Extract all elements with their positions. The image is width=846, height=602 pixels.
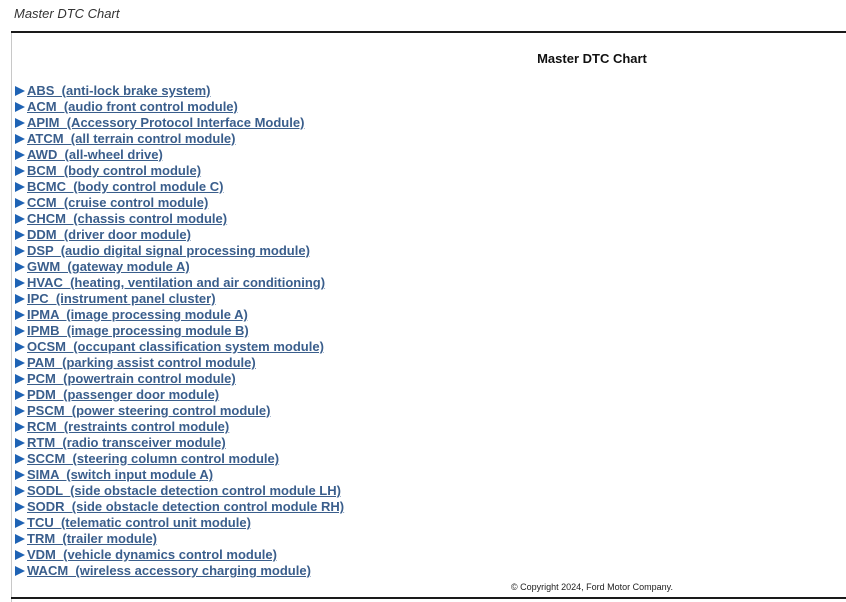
- top-divider: [11, 31, 846, 33]
- left-border: [11, 31, 12, 602]
- list-item: [15, 179, 344, 195]
- module-link-acm[interactable]: ACM (audio front control module): [27, 99, 238, 114]
- module-link-abs[interactable]: ABS (anti-lock brake system): [27, 83, 211, 98]
- arrow-right-icon: [15, 470, 25, 480]
- list-item: [15, 563, 344, 579]
- list-item: [15, 115, 344, 131]
- arrow-right-icon: [15, 518, 25, 528]
- list-item: [15, 547, 344, 563]
- module-link-sima[interactable]: SIMA (switch input module A): [27, 467, 214, 482]
- module-link-trm[interactable]: TRM (trailer module): [27, 531, 158, 546]
- module-link-tcu[interactable]: TCU (telematic control unit module): [27, 515, 251, 530]
- list-item: [15, 483, 344, 499]
- list-item: [15, 147, 344, 163]
- arrow-right-icon: [15, 102, 25, 112]
- list-item: [15, 515, 344, 531]
- module-link-ipmb[interactable]: IPMB (image processing module B): [27, 323, 249, 338]
- arrow-right-icon: [15, 294, 25, 304]
- module-link-hvac[interactable]: HVAC (heating, ventilation and air conditioning): [27, 275, 326, 290]
- module-link-bcmc[interactable]: BCMC (body control module C): [27, 179, 224, 194]
- arrow-right-icon: [15, 374, 25, 384]
- module-link-ipma[interactable]: IPMA (image processing module A): [27, 307, 248, 322]
- page-title: Master DTC Chart: [537, 51, 647, 66]
- arrow-right-icon: [15, 438, 25, 448]
- arrow-right-icon: [15, 502, 25, 512]
- arrow-right-icon: [15, 246, 25, 256]
- list-item: [15, 467, 344, 483]
- list-item: [15, 227, 344, 243]
- arrow-right-icon: [15, 326, 25, 336]
- arrow-right-icon: [15, 566, 25, 576]
- list-item: [15, 131, 344, 147]
- arrow-right-icon: [15, 310, 25, 320]
- list-item: [15, 371, 344, 387]
- list-item: [15, 355, 344, 371]
- arrow-right-icon: [15, 486, 25, 496]
- arrow-right-icon: [15, 390, 25, 400]
- arrow-right-icon: [15, 278, 25, 288]
- module-link-apim[interactable]: APIM (Accessory Protocol Interface Module): [27, 115, 305, 130]
- list-item: [15, 323, 344, 339]
- bottom-divider: [11, 597, 846, 599]
- module-link-chcm[interactable]: CHCM (chassis control module): [27, 211, 228, 226]
- arrow-right-icon: [15, 342, 25, 352]
- arrow-right-icon: [15, 230, 25, 240]
- list-item: [15, 419, 344, 435]
- arrow-right-icon: [15, 534, 25, 544]
- list-item: [15, 435, 344, 451]
- arrow-right-icon: [15, 550, 25, 560]
- module-link-pam[interactable]: PAM (parking assist control module): [27, 355, 256, 370]
- module-link-wacm[interactable]: WACM (wireless accessory charging module): [27, 563, 311, 578]
- list-item: [15, 307, 344, 323]
- list-item: [15, 403, 344, 419]
- arrow-right-icon: [15, 358, 25, 368]
- arrow-right-icon: [15, 118, 25, 128]
- copyright-notice: © Copyright 2024, Ford Motor Company.: [510, 582, 674, 592]
- list-item: [15, 291, 344, 307]
- module-link-sodr[interactable]: SODR (side obstacle detection control module RH): [27, 499, 345, 514]
- arrow-right-icon: [15, 262, 25, 272]
- module-link-gwm[interactable]: GWM (gateway module A): [27, 259, 190, 274]
- list-item: [15, 99, 344, 115]
- module-link-rcm[interactable]: RCM (restraints control module): [27, 419, 230, 434]
- arrow-right-icon: [15, 198, 25, 208]
- arrow-right-icon: [15, 422, 25, 432]
- module-link-bcm[interactable]: BCM (body control module): [27, 163, 202, 178]
- arrow-right-icon: [15, 166, 25, 176]
- module-list: [15, 83, 344, 579]
- list-item: [15, 83, 344, 99]
- list-item: [15, 195, 344, 211]
- list-item: [15, 451, 344, 467]
- list-item: [15, 163, 344, 179]
- module-link-pscm[interactable]: PSCM (power steering control module): [27, 403, 271, 418]
- list-item: [15, 339, 344, 355]
- list-item: [15, 211, 344, 227]
- list-item: [15, 259, 344, 275]
- module-link-ddm[interactable]: DDM (driver door module): [27, 227, 191, 242]
- header-title: Master DTC Chart: [14, 6, 120, 21]
- module-link-ipc[interactable]: IPC (instrument panel cluster): [27, 291, 216, 306]
- list-item: [15, 531, 344, 547]
- module-link-sccm[interactable]: SCCM (steering column control module): [27, 451, 280, 466]
- list-item: [15, 275, 344, 291]
- module-link-pcm[interactable]: PCM (powertrain control module): [27, 371, 236, 386]
- arrow-right-icon: [15, 134, 25, 144]
- module-link-awd[interactable]: AWD (all-wheel drive): [27, 147, 163, 162]
- module-link-pdm[interactable]: PDM (passenger door module): [27, 387, 220, 402]
- module-link-atcm[interactable]: ATCM (all terrain control module): [27, 131, 236, 146]
- arrow-right-icon: [15, 182, 25, 192]
- module-link-rtm[interactable]: RTM (radio transceiver module): [27, 435, 226, 450]
- module-link-vdm[interactable]: VDM (vehicle dynamics control module): [27, 547, 277, 562]
- list-item: [15, 499, 344, 515]
- arrow-right-icon: [15, 406, 25, 416]
- module-link-sodl[interactable]: SODL (side obstacle detection control module LH): [27, 483, 341, 498]
- module-link-dsp[interactable]: DSP (audio digital signal processing module): [27, 243, 310, 258]
- arrow-right-icon: [15, 214, 25, 224]
- module-link-ccm[interactable]: CCM (cruise control module): [27, 195, 209, 210]
- arrow-right-icon: [15, 454, 25, 464]
- list-item: [15, 243, 344, 259]
- arrow-right-icon: [15, 86, 25, 96]
- list-item: [15, 387, 344, 403]
- arrow-right-icon: [15, 150, 25, 160]
- module-link-ocsm[interactable]: OCSM (occupant classification system module): [27, 339, 324, 354]
